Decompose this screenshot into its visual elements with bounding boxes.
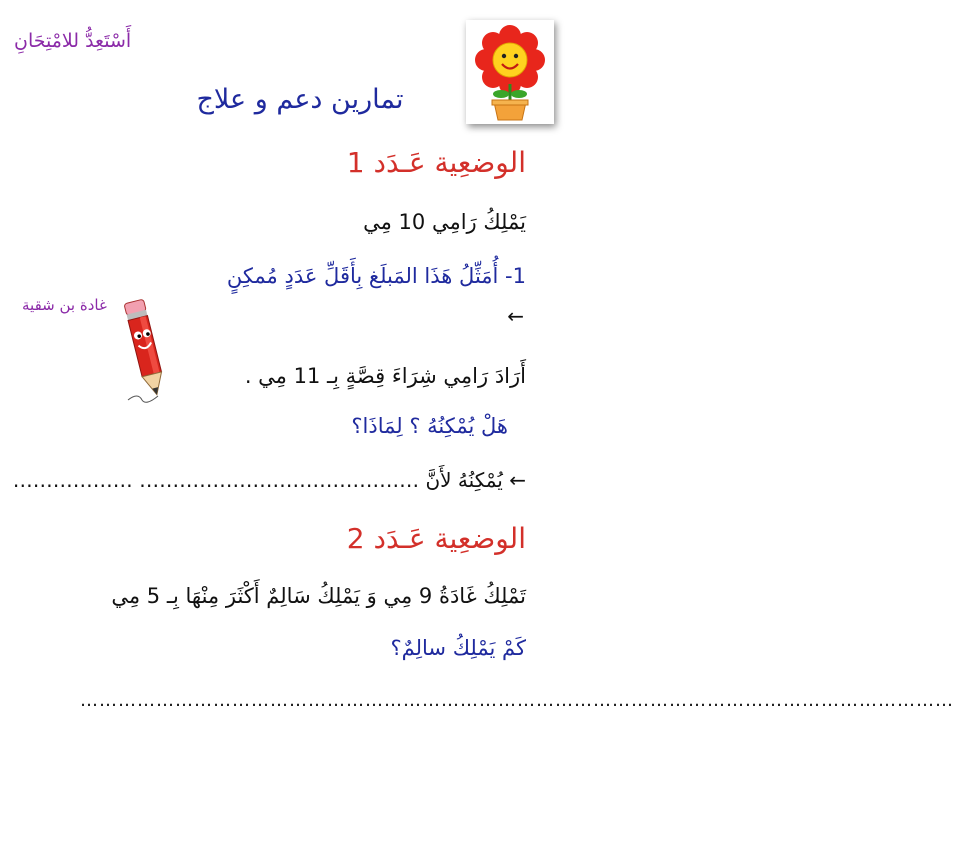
author-name: غادة بن شقية	[22, 296, 107, 314]
situation1-statement2: أَرَادَ رَامِي شِرَاءَ قِصَّةٍ بِـ 11 مِي .	[244, 364, 526, 388]
situation1-answer-row	[13, 468, 526, 492]
situation1-statement: يَمْلِكُ رَامِي 10 مِي	[363, 210, 526, 234]
page-title: تمارين دعم و علاج	[196, 84, 404, 115]
situation2-statement: تَمْلِكُ غَادَةُ 9 مِي وَ يَمْلِكُ سَالِمٌ أَكْثَرَ مِنْهَا بِـ 5 مِي	[111, 584, 526, 608]
exam-prep-label: أَسْتَعِدُّ للامْتِحَانِ	[14, 30, 132, 52]
situation1-title: الوضعِية عَـدَد 1	[346, 146, 526, 179]
situation2-title: الوضعِية عَـدَد 2	[346, 522, 526, 555]
answer-blank[interactable]: …………………………………… ………………	[12, 468, 420, 492]
situation1-question2: هَلْ يُمْكِنُهُ ؟ لِمَاذَا؟	[351, 414, 508, 438]
situation1-question1: 1- أُمَثِّلُ هَذَا المَبلَغ بِأَقَلِّ عَدَدٍ مُمكِنٍ	[226, 264, 526, 288]
situation2-answer-blank[interactable]: …………………………………………………………………………………………………………………………	[80, 690, 954, 711]
flower-pot-icon	[466, 20, 554, 124]
answer-prefix: يُمْكِنُهُ لأَنَّ	[425, 468, 503, 492]
pencil-character-icon	[118, 296, 174, 406]
answer-arrow-icon: ←	[507, 304, 524, 328]
answer-arrow-icon: ←	[509, 468, 526, 492]
situation2-question1: كَمْ يَمْلِكُ سالِمٌ؟	[390, 636, 526, 660]
